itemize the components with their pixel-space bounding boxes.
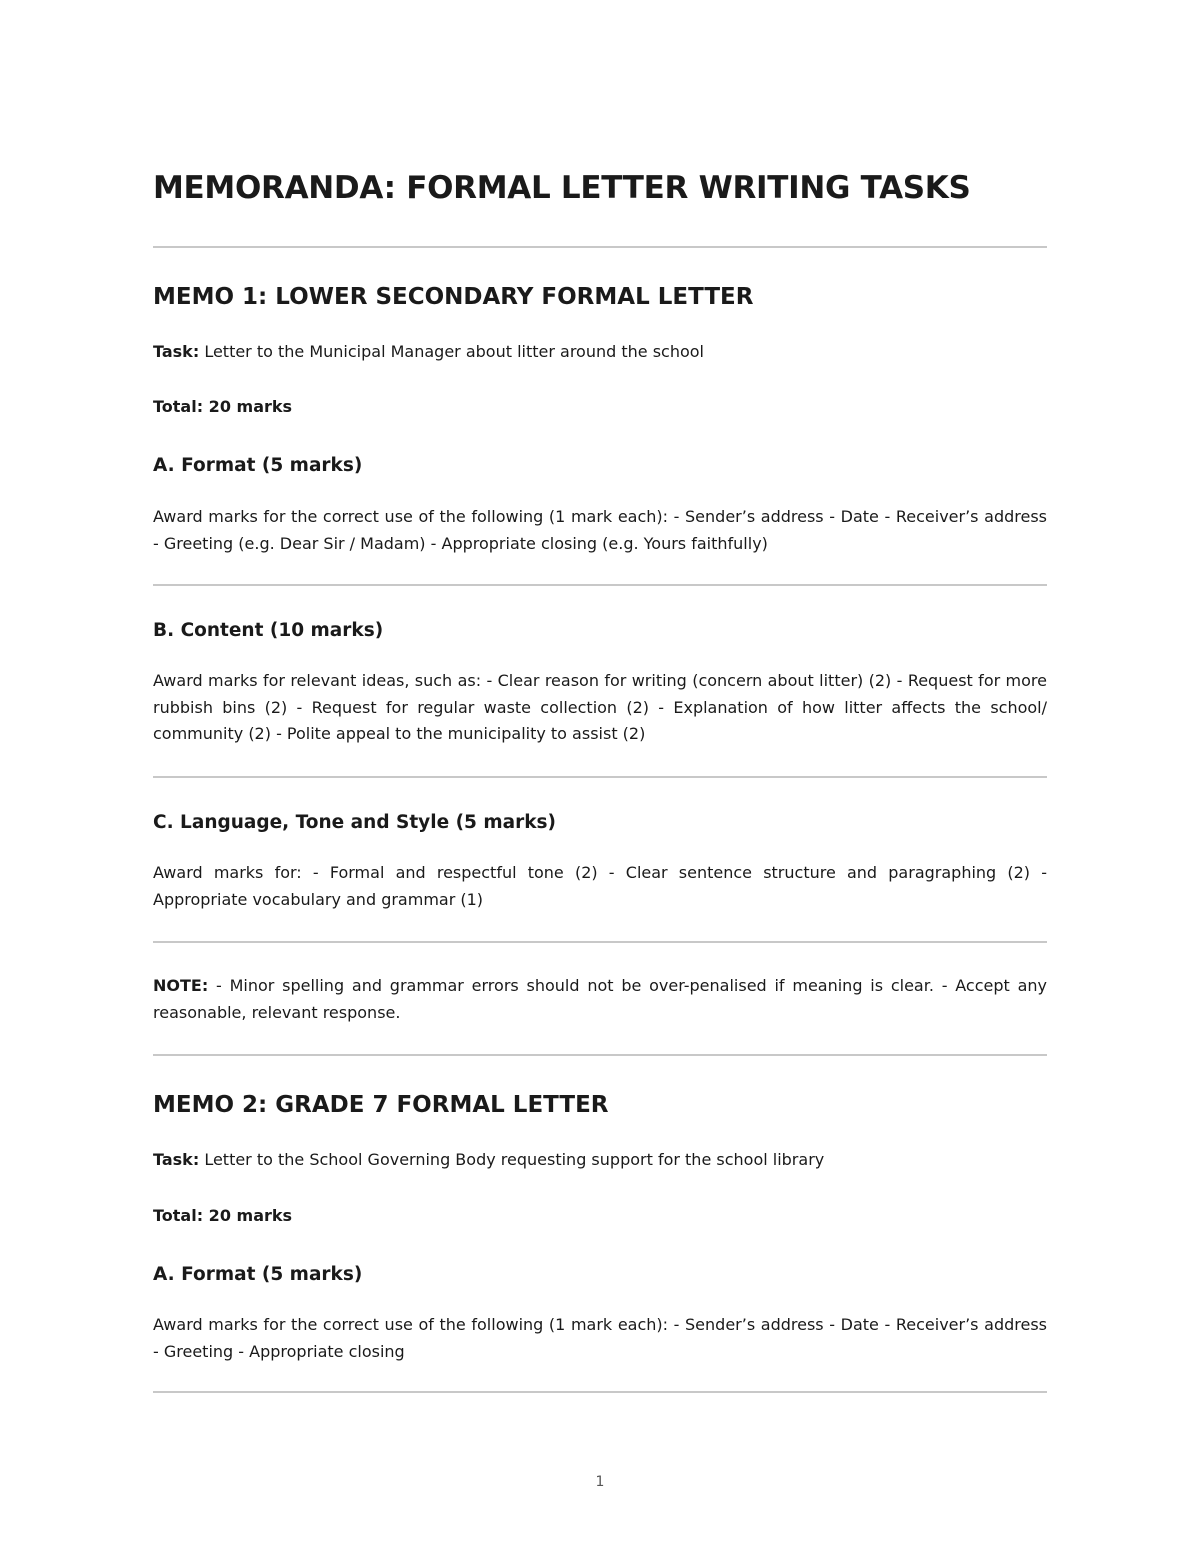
memo1-format-text: Award marks for the correct use of the following (1 mark each): - Sender’s address - Date - Receiver’s address - Greeting (e.g. Dear Sir / Madam) - Appropriate closing (e.g. Yours faithfully): [153, 507, 1047, 553]
memo1-task: [153, 342, 704, 361]
note-label: NOTE:: [153, 976, 209, 995]
task-label: Task:: [153, 1150, 200, 1169]
memo1-language-heading: C. Language, Tone and Style (5 marks): [153, 812, 556, 833]
total-text: Total: 20 marks: [153, 1206, 293, 1225]
memo2-task: [153, 1150, 824, 1169]
memo1-total: [153, 397, 292, 416]
memo1-content-heading: B. Content (10 marks): [153, 620, 384, 641]
memo1-format-heading: A. Format (5 marks): [153, 455, 363, 476]
task-label: Task:: [153, 342, 200, 361]
memo2-format-heading: A. Format (5 marks): [153, 1264, 363, 1285]
memo2-total: [153, 1206, 292, 1225]
memo2-format-text: Award marks for the correct use of the following (1 mark each): - Sender’s address - Date - Receiver’s address - Greeting - Appropriate closing: [153, 1315, 1047, 1361]
memo1-note: [153, 973, 1047, 1026]
memo2-heading: MEMO 2: GRADE 7 FORMAL LETTER: [153, 1092, 609, 1118]
memo1-heading: MEMO 1: LOWER SECONDARY FORMAL LETTER: [153, 284, 754, 310]
divider: [153, 584, 1047, 586]
divider: [153, 941, 1047, 943]
task-text: Letter to the Municipal Manager about litter around the school: [204, 342, 704, 361]
total-text: Total: 20 marks: [153, 397, 293, 416]
task-text: Letter to the School Governing Body requesting support for the school library: [204, 1150, 825, 1169]
memo1-language-text: Award marks for: - Formal and respectful tone (2) - Clear sentence structure and paragraphing (2) - Appropriate vocabulary and grammar (1): [153, 863, 1047, 909]
divider: [153, 246, 1047, 248]
document-title: MEMORANDA: FORMAL LETTER WRITING TASKS: [153, 170, 971, 206]
memo1-content-text: Award marks for relevant ideas, such as: - Clear reason for writing (concern about litter) (2) - Request for more rubbish bins (2) - Request for regular waste collection (2) - Explanation of how litter affects the school/ community (2) - Polite appeal to the municipality to assist (2): [153, 671, 1047, 743]
divider: [153, 776, 1047, 778]
note-text: - Minor spelling and grammar errors should not be over-penalised if meaning is clear. - Accept any reasonable, relevant response.: [153, 976, 1048, 1022]
divider: [153, 1054, 1047, 1056]
page-number: 1: [595, 1474, 605, 1490]
divider: [153, 1391, 1047, 1393]
